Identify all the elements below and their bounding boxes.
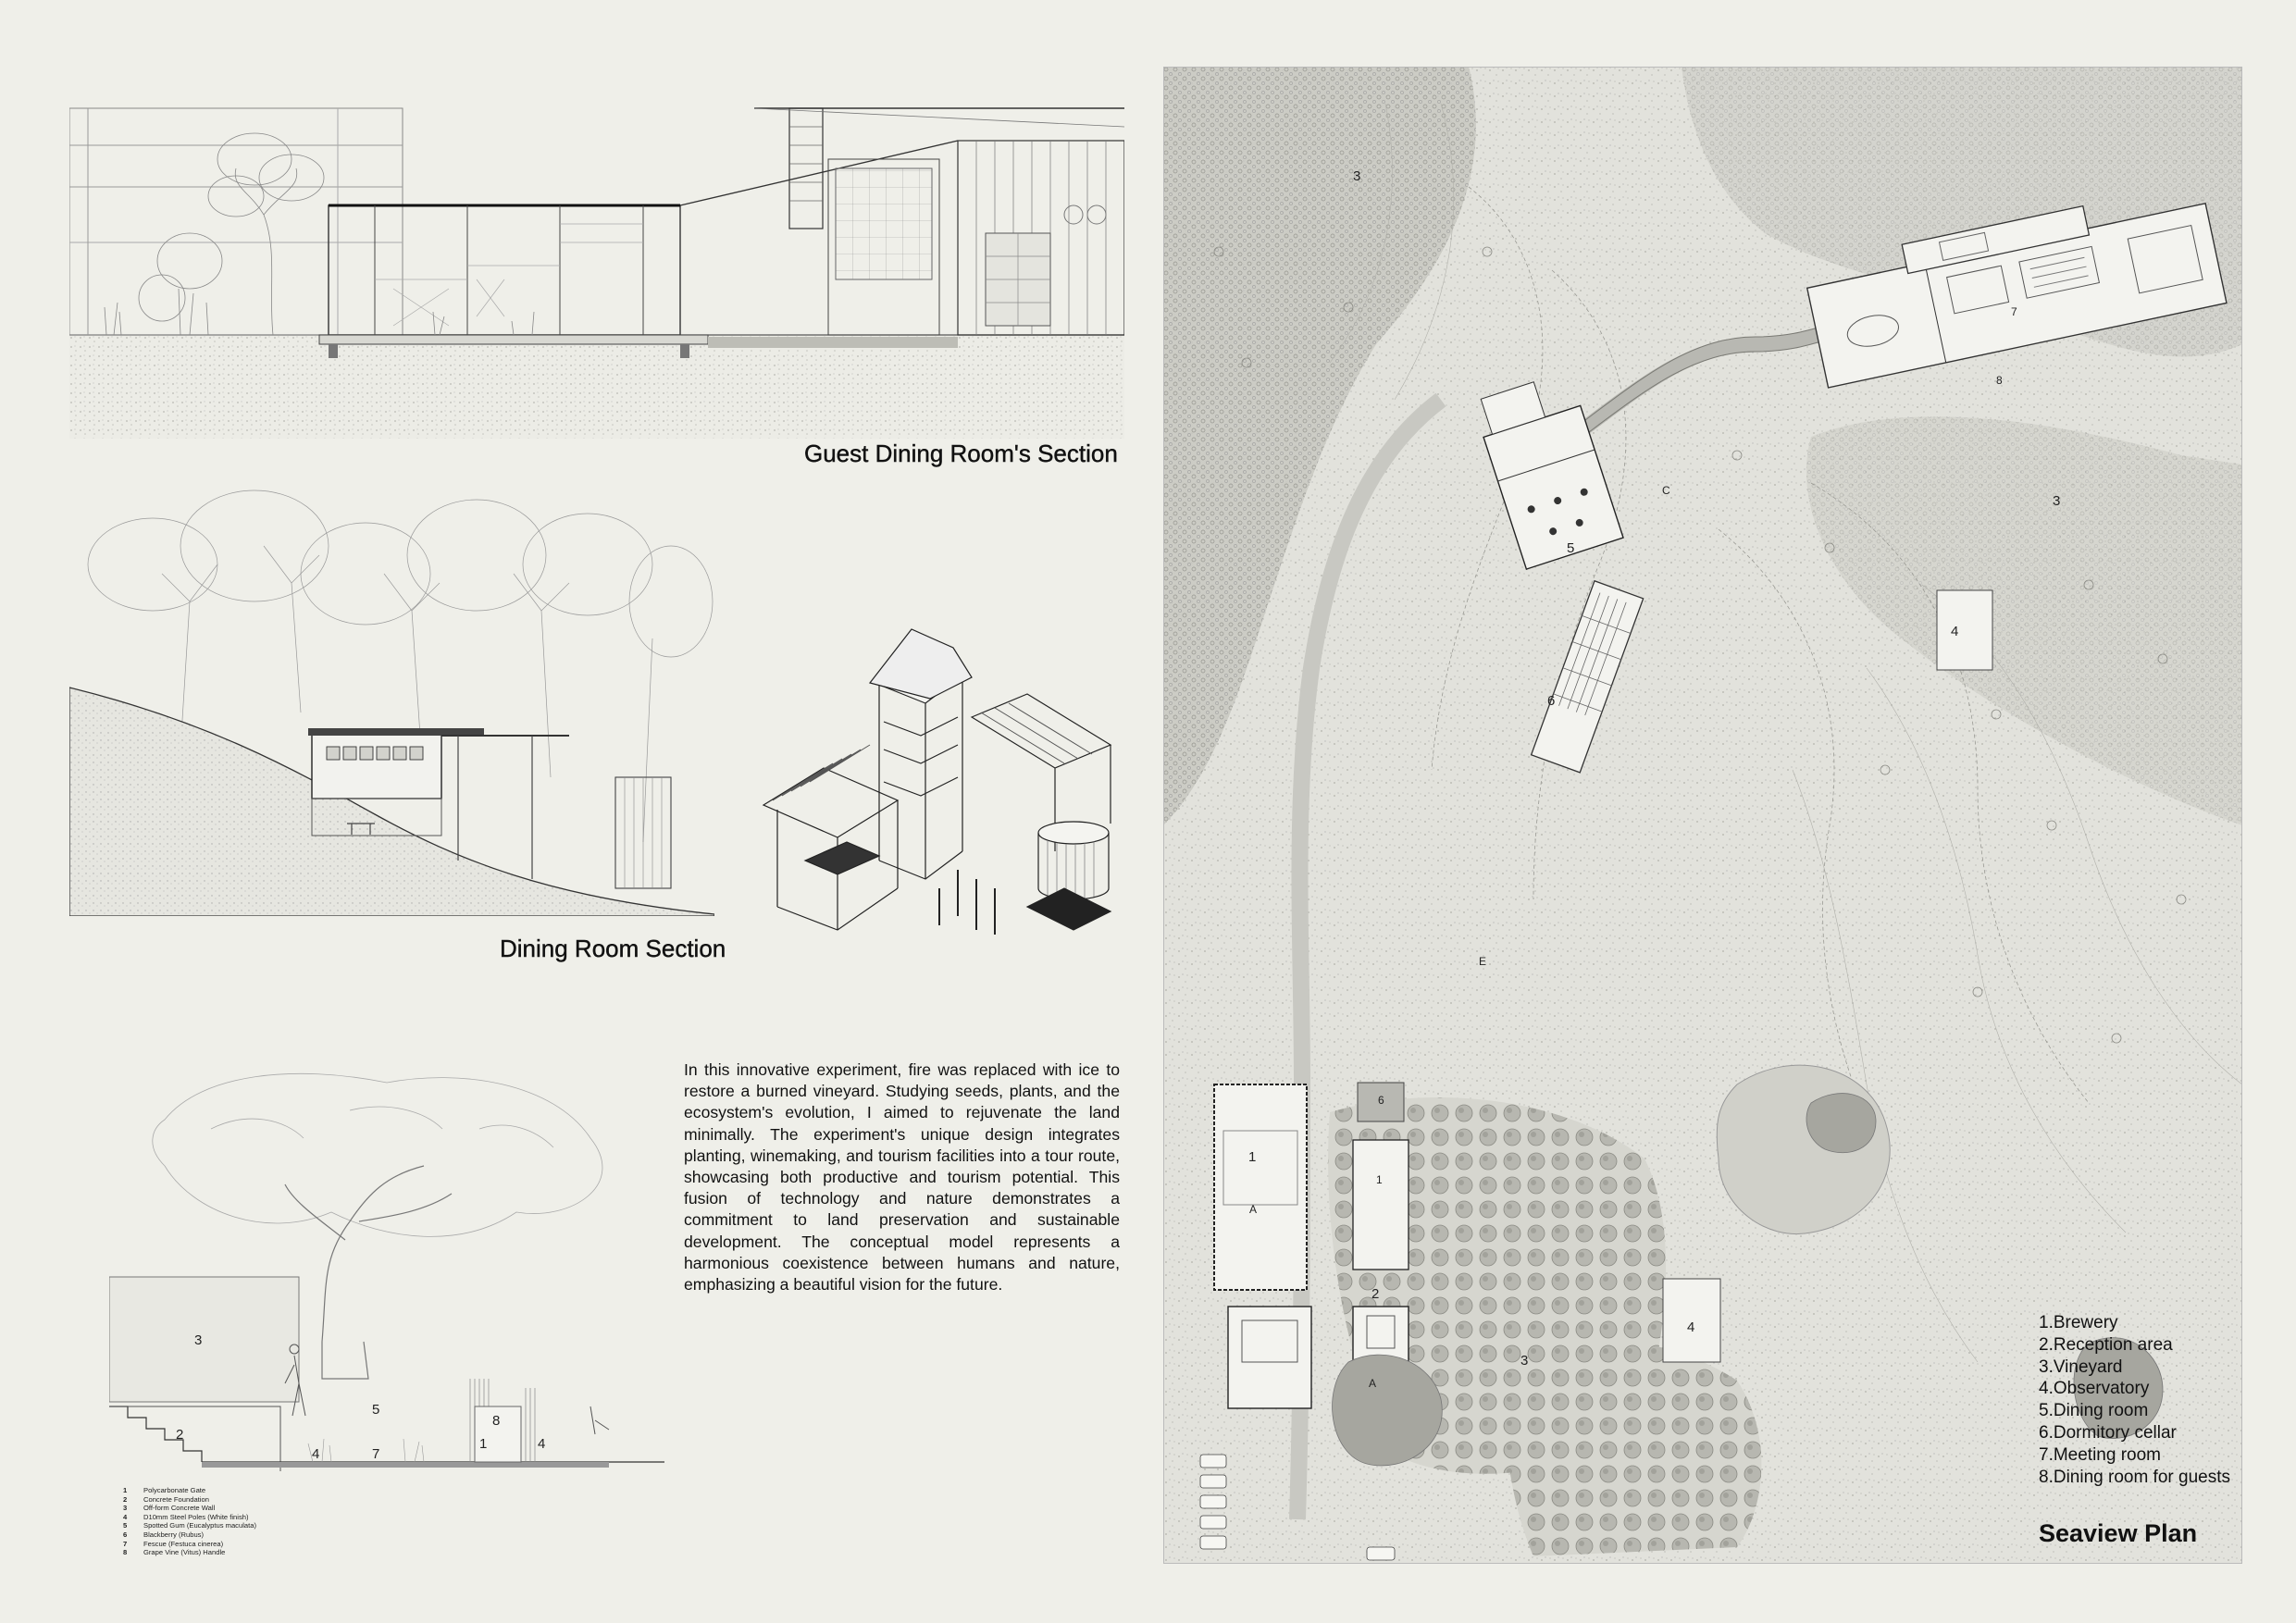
plan-mark-observatory-4b: 4 xyxy=(1687,1319,1695,1335)
legend-item-observatory: 4.Observatory xyxy=(2039,1379,2150,1399)
plan-mark-reception-2: 2 xyxy=(1371,1286,1380,1302)
plan-mark-vineyard-3: 3 xyxy=(1353,168,1361,184)
dining-room-section-drawing xyxy=(69,472,714,916)
section-materials-legend xyxy=(123,1486,345,1557)
legend-label: Off-form Concrete Wall xyxy=(143,1504,216,1513)
plan-mark-section-e: E xyxy=(1479,955,1487,968)
legend-item-meeting-room: 7.Meeting room xyxy=(2039,1444,2162,1465)
plan-legend xyxy=(2039,1312,2252,1488)
legend-num: 8 xyxy=(123,1548,128,1557)
legend-num: 2 xyxy=(123,1494,128,1504)
plan-mark-meeting-7: 7 xyxy=(2011,305,2017,318)
legend-label: D10mm Steel Poles (White finish) xyxy=(143,1512,249,1521)
axonometric-model-drawing xyxy=(759,611,1129,944)
plan-mark-section-c: C xyxy=(1662,484,1670,497)
plan-mark-guest-dining-8: 8 xyxy=(1996,374,2003,387)
legend-label: Concrete Foundation xyxy=(143,1494,209,1504)
legend-label: Blackberry (Rubus) xyxy=(143,1530,204,1539)
plan-mark-dormitory-6: 6 xyxy=(1547,693,1556,709)
legend-num: 3 xyxy=(123,1504,128,1513)
section-mark-4: 4 xyxy=(312,1446,320,1462)
dining-room-section-title: Dining Room Section xyxy=(500,935,726,962)
legend-item-dormitory: 6.Dormitory cellar xyxy=(2039,1422,2177,1443)
legend-label: Spotted Gum (Eucalyptus maculata) xyxy=(143,1521,256,1530)
guest-dining-section-title: Guest Dining Room's Section xyxy=(804,440,1118,467)
plan-mark-section-a2: A xyxy=(1369,1377,1377,1390)
plan-mark-vineyard-3b: 3 xyxy=(2053,493,2061,509)
tree-section-drawing xyxy=(109,1064,664,1485)
legend-item-dining-room: 5.Dining room xyxy=(2039,1401,2149,1421)
section-mark-8: 8 xyxy=(492,1413,501,1429)
section-mark-1: 1 xyxy=(479,1436,488,1452)
plan-mark-brewery-1b: 1 xyxy=(1376,1173,1383,1186)
section-mark-3: 3 xyxy=(194,1332,203,1348)
seaview-plan-title: Seaview Plan xyxy=(2039,1519,2198,1547)
section-mark-2: 2 xyxy=(176,1427,184,1443)
plan-mark-vineyard-3c: 3 xyxy=(1520,1353,1529,1369)
legend-num: 7 xyxy=(123,1539,128,1548)
legend-label: Grape Vine (Vitus) Handle xyxy=(143,1548,226,1557)
project-description: In this innovative experiment, fire was replaced with ice to restore a burned vineyard. Studying seeds, plants, and the ecosystem's evolution, I aimed to rejuvenate the land minimally. The experiment's unique design integrates planting, winemaking, and tourism facilities into a tour route, showcasing both productive and tourism potential. This fusion of technology and nature demonstrates a commitment to land preservation and sustainable development. The conceptual model represents a harmonious coexistence between humans and nature, emphasizing a beautiful vision for the future. xyxy=(684,1060,1120,1295)
legend-item-brewery: 1.Brewery xyxy=(2039,1313,2118,1332)
plan-mark-brewery-1: 1 xyxy=(1248,1149,1257,1165)
legend-label: Polycarbonate Gate xyxy=(143,1486,206,1494)
plan-mark-dining-5: 5 xyxy=(1567,540,1575,556)
plan-mark-section-a1: A xyxy=(1249,1203,1258,1216)
plan-mark-dormitory-6b: 6 xyxy=(1378,1094,1384,1107)
legend-label: Fescue (Festuca cinerea) xyxy=(143,1539,224,1548)
legend-num: 4 xyxy=(123,1512,128,1521)
guest-dining-section-drawing xyxy=(69,104,1124,439)
legend-item-reception: 2.Reception area xyxy=(2039,1334,2173,1355)
legend-num: 6 xyxy=(123,1530,128,1539)
legend-num: 5 xyxy=(123,1521,128,1530)
plan-mark-observatory-4: 4 xyxy=(1951,624,1959,639)
section-mark-5: 5 xyxy=(372,1402,380,1418)
section-mark-7: 7 xyxy=(372,1446,380,1462)
legend-item-vineyard: 3.Vineyard xyxy=(2039,1357,2123,1377)
section-mark-4b: 4 xyxy=(538,1436,546,1452)
legend-num: 1 xyxy=(123,1486,128,1494)
legend-item-guest-dining: 8.Dining room for guests xyxy=(2039,1467,2230,1487)
